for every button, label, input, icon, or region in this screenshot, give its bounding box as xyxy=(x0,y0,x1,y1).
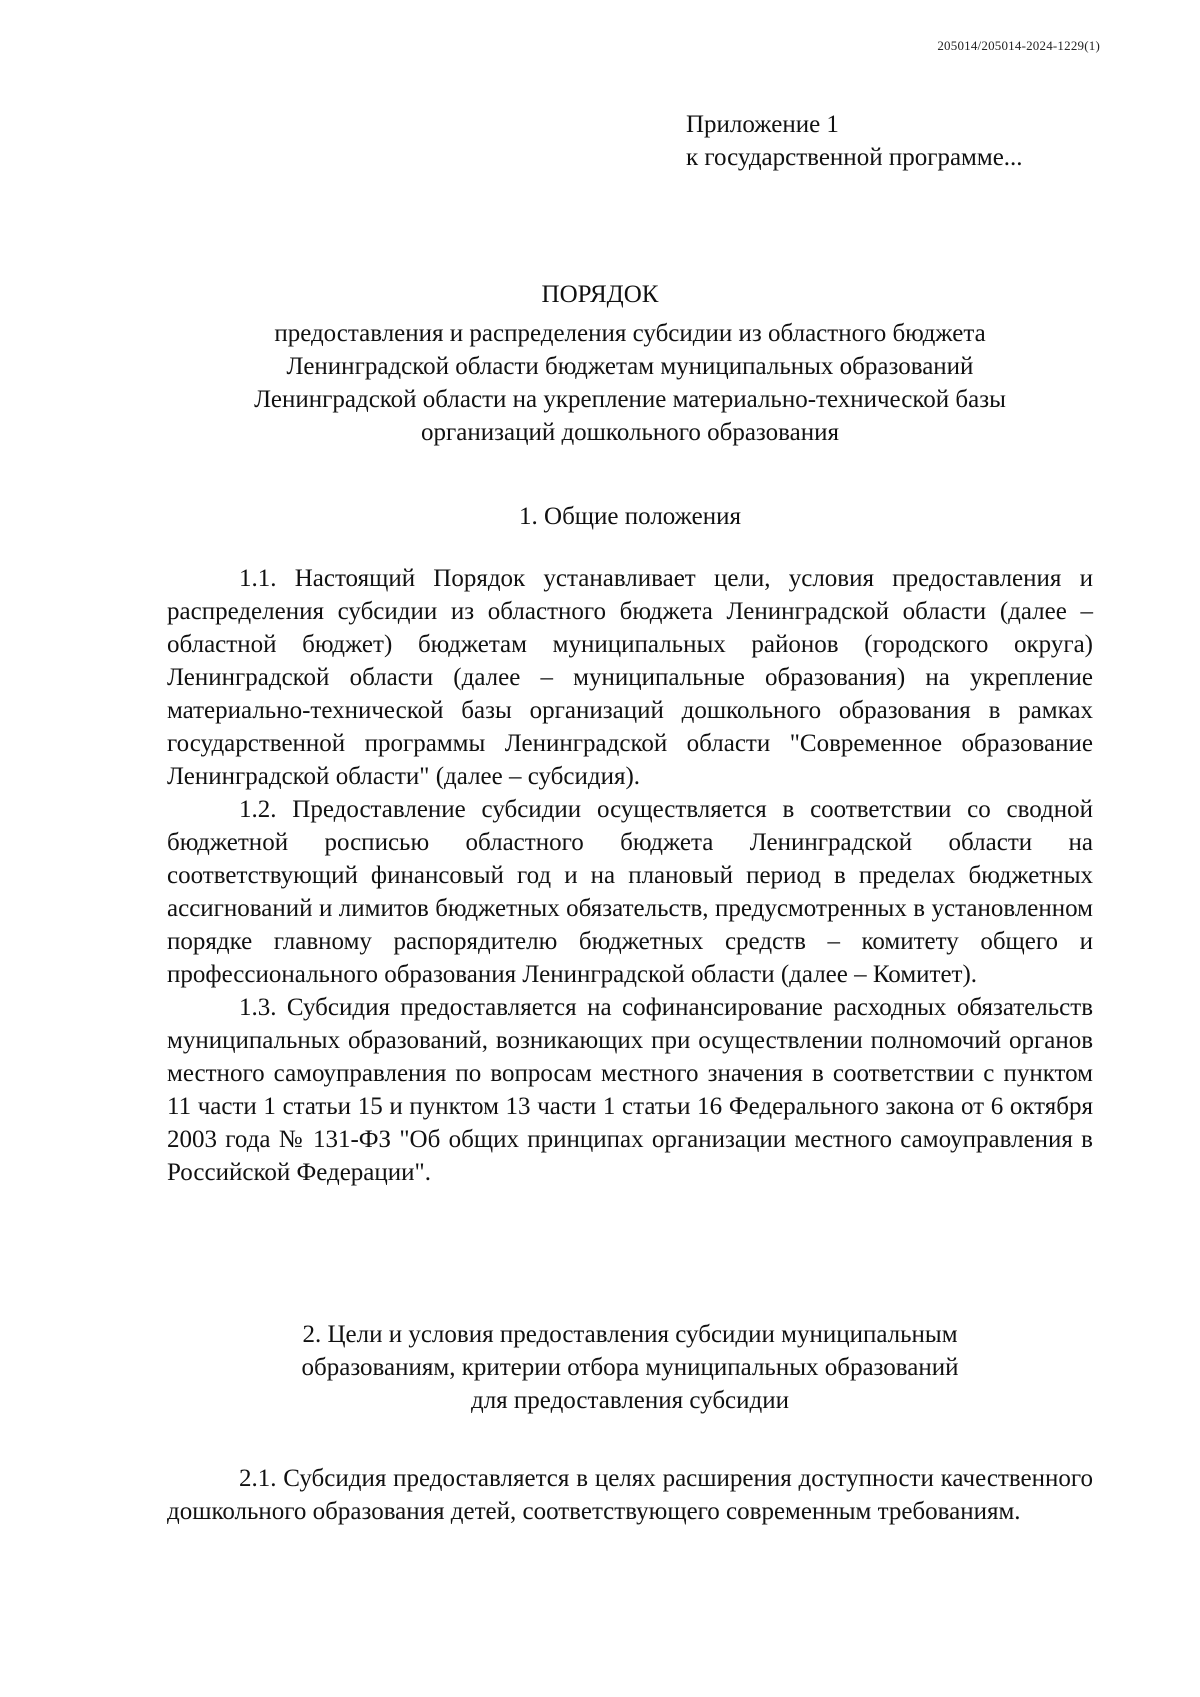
paragraph-1-2: 1.2. Предоставление субсидии осуществляется в соответствии со сводной бюджетной росписью областного бюджета Ленинградской области на соответствующий финансовый год и на плановый период в пределах бюджетных ассигнований и лимитов бюджетных обязательств, предусмотренных в установленном порядке главному распорядителю бюджетных средств – комитету общего и профессионального образования Ленинградской области (далее – Комитет). xyxy=(167,796,1093,988)
section-2-body xyxy=(167,1462,1093,1528)
appendix-line-2: к государственной программе... xyxy=(686,144,1023,171)
document-code: 205014/205014-2024-1229(1) xyxy=(937,38,1100,53)
paragraph-2-1: 2.1. Субсидия предоставляется в целях расширения доступности качественного дошкольного образования детей, соответствующего современным требованиям. xyxy=(167,1465,1093,1525)
section-1-heading-text: 1. Общие положения xyxy=(519,503,741,530)
subtitle-line: предоставления и распределения субсидии из областного бюджета xyxy=(274,320,986,347)
section-1-body xyxy=(167,562,1093,1189)
section-2-heading-line: 2. Цели и условия предоставления субсидии муниципальным xyxy=(302,1321,958,1348)
subtitle-line: организаций дошкольного образования xyxy=(421,419,839,446)
section-1-heading xyxy=(160,500,1100,533)
section-2-heading xyxy=(160,1318,1100,1417)
subtitle-line: Ленинградской области на укрепление материально-технической базы xyxy=(254,386,1006,413)
appendix-line-1: Приложение 1 xyxy=(686,111,839,138)
subtitle-line: Ленинградской области бюджетам муниципальных образований xyxy=(286,353,974,380)
document-title: ПОРЯДОК xyxy=(541,281,659,308)
paragraph-1-3: 1.3. Субсидия предоставляется на софинансирование расходных обязательств муниципальных образований, возникающих при осуществлении полномочий органов местного самоуправления по вопросам местного значения в соответствии с пунктом 11 части 1 статьи 15 и пунктом 13 части 1 статьи 16 Федерального закона от 6 октября 2003 года № 131-ФЗ "Об общих принципах организации местного самоуправления в Российской Федерации". xyxy=(167,994,1093,1186)
paragraph-1-1: 1.1. Настоящий Порядок устанавливает цели, условия предоставления и распределения субсидии из областного бюджета Ленинградской области (далее – областной бюджет) бюджетам муниципальных районов (городского округа) Ленинградской области (далее – муниципальные образования) на укрепление материально-технической базы организаций дошкольного образования в рамках государственной программы Ленинградской области "Современное образование Ленинградской области" (далее – субсидия). xyxy=(167,565,1093,790)
appendix-note xyxy=(686,108,1023,174)
document-subtitle xyxy=(160,317,1100,449)
section-2-heading-line: образованиям, критерии отбора муниципальных образований xyxy=(301,1354,959,1381)
section-2-heading-line: для предоставления субсидии xyxy=(470,1387,790,1414)
